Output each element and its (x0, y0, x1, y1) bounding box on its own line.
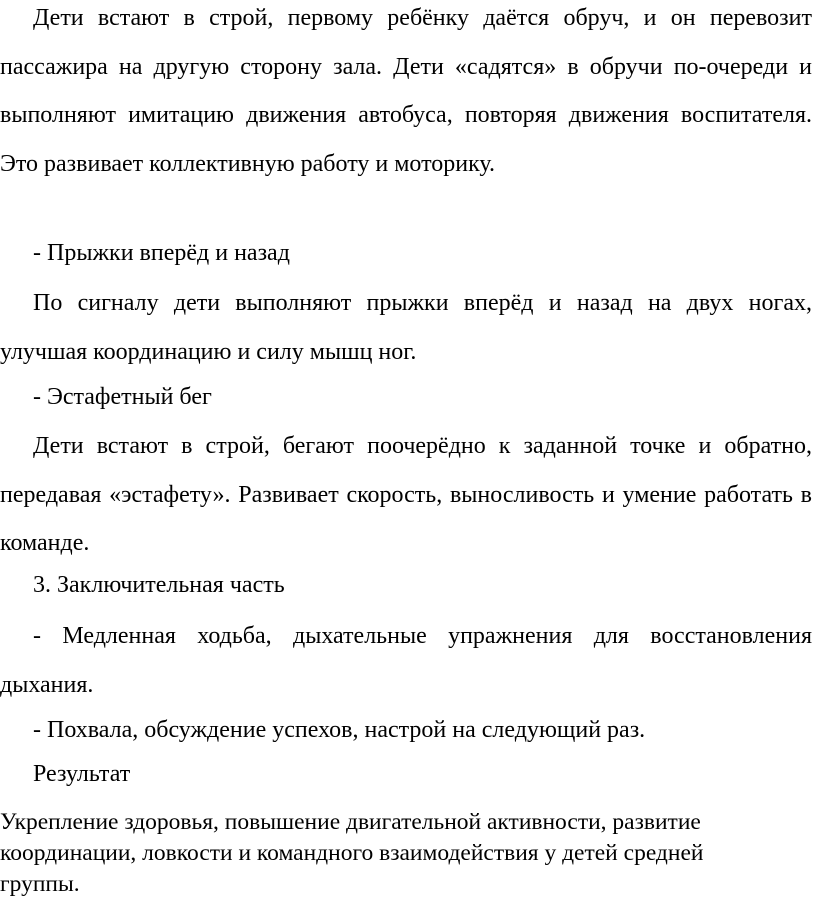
paragraph-jumps: По сигналу дети выполняют прыжки вперёд и назад на двух ногах, улучшая координацию и силу мышц ног. (0, 290, 812, 365)
heading-final-part: 3. Заключительная часть (33, 572, 285, 598)
paragraph-relay-run: Дети встают в строй, бегают поочерёдно к заданной точке и обратно, передавая «эстафету». Развивает скорость, выносливость и умение работать в команде. (0, 433, 812, 556)
heading-relay-run: - Эстафетный бег (33, 384, 212, 410)
heading-result: Результат (33, 761, 131, 787)
paragraph-slow-walk: - Медленная ходьба, дыхательные упражнения для восстановления дыхания. (0, 623, 812, 698)
paragraph-praise: - Похвала, обсуждение успехов, настрой на следующий раз. (33, 717, 646, 743)
paragraph-bus-game: Дети встают в строй, первому ребёнку даётся обруч, и он перевозит пассажира на другую сторону зала. Дети «садятся» в обручи по-очереди и выполняют имитацию движения автобуса, повторяя движения воспитателя. Это развивает коллективную работу и моторику. (0, 5, 812, 177)
paragraph-result: Укрепление здоровья, повышение двигательной активности, развитие координации, ловкости и командного взаимодействия у детей средней группы. (0, 809, 704, 897)
heading-jumps: - Прыжки вперёд и назад (33, 240, 290, 266)
